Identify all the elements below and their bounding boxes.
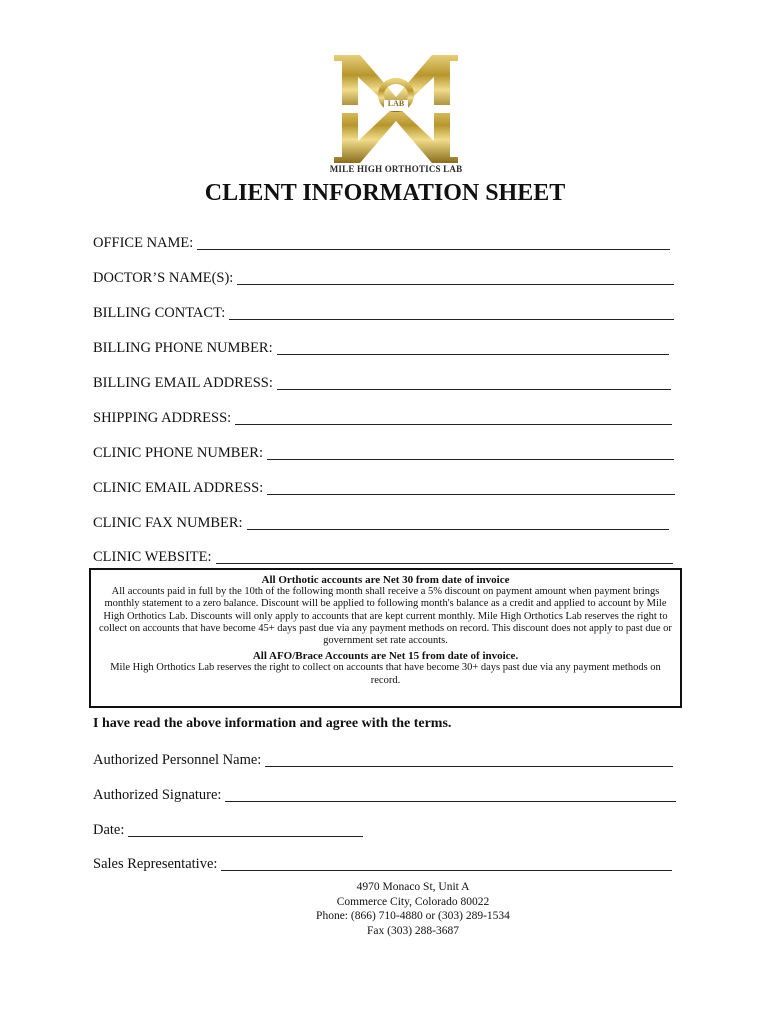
clinic-phone-field <box>93 444 674 462</box>
authorized-personnel-label: Authorized Personnel Name: <box>93 752 262 768</box>
logo-monogram-text: LAB <box>387 99 405 108</box>
billing-phone-label: BILLING PHONE NUMBER: <box>93 340 273 356</box>
doctors-names-input-line[interactable] <box>237 271 674 285</box>
address-city: Commerce City, Colorado 80022 <box>336 895 490 908</box>
address-phone: Phone: (866) 710-4880 or (303) 289-1534 <box>316 910 510 922</box>
doctors-names-field <box>93 269 674 287</box>
sales-representative-field <box>93 855 672 873</box>
clinic-email-input-line[interactable] <box>267 481 675 495</box>
billing-email-label: BILLING EMAIL ADDRESS: <box>93 375 273 391</box>
clinic-phone-label: CLINIC PHONE NUMBER: <box>93 445 263 461</box>
clinic-email-field <box>93 479 675 497</box>
sales-representative-input-line[interactable] <box>221 857 672 871</box>
clinic-website-field <box>93 548 673 566</box>
billing-contact-field <box>93 304 674 322</box>
sales-representative-label: Sales Representative: <box>93 856 218 872</box>
clinic-website-label: CLINIC WEBSITE: <box>93 549 212 565</box>
authorized-personnel-input-line[interactable] <box>265 753 673 767</box>
brace-terms-heading: All AFO/Brace Accounts are Net 15 from date of invoice. <box>252 650 519 663</box>
clinic-email-label: CLINIC EMAIL ADDRESS: <box>93 480 264 496</box>
company-name: MILE HIGH ORTHOTICS LAB <box>329 164 463 174</box>
billing-phone-input-line[interactable] <box>277 341 669 355</box>
clinic-website-input-line[interactable] <box>216 550 673 564</box>
brace-terms-body: Mile High Orthotics Lab reserves the right to collect on accounts that have become 30+ days past due via any payment methods on record. <box>110 662 661 686</box>
company-address <box>0 880 770 938</box>
mhol-monogram-logo <box>330 53 462 178</box>
orthotic-terms-heading: All Orthotic accounts are Net 30 from date of invoice <box>261 574 510 586</box>
date-input-line[interactable] <box>128 823 363 837</box>
billing-email-input-line[interactable] <box>277 376 671 390</box>
shipping-address-input-line[interactable] <box>235 411 672 425</box>
agreement-statement: I have read the above information and agree with the terms. <box>93 716 452 731</box>
billing-phone-field <box>93 339 669 357</box>
address-fax: Fax (303) 288-3687 <box>367 924 459 937</box>
clinic-fax-input-line[interactable] <box>247 516 669 530</box>
clinic-fax-field <box>93 514 669 532</box>
authorized-signature-input-line[interactable] <box>225 788 676 802</box>
clinic-phone-input-line[interactable] <box>267 446 674 460</box>
billing-contact-input-line[interactable] <box>229 306 674 320</box>
date-label: Date: <box>93 822 125 838</box>
authorized-signature-field <box>93 786 676 804</box>
page-title: CLIENT INFORMATION SHEET <box>204 180 566 206</box>
address-street: 4970 Monaco St, Unit A <box>356 881 470 893</box>
clinic-fax-label: CLINIC FAX NUMBER: <box>93 515 243 531</box>
terms-box <box>89 568 682 708</box>
authorized-signature-label: Authorized Signature: <box>93 787 222 803</box>
billing-email-field <box>93 374 671 392</box>
billing-contact-label: BILLING CONTACT: <box>93 305 226 321</box>
orthotic-terms-body: All accounts paid in full by the 10th of the following month shall receive a 5% discount on payment amount when payment brings monthly statement to a zero balance. Discount will be applied to following month's balance as a credit and applied to account by Mile High Orthotics Lab. Discounts will only apply to accounts that are kept current monthly. Mile High Orthotics Lab reserves the right to collect on accounts that have become 45+ days past due via any payment methods on record. This discount does not apply to past due or government set rate accounts. <box>99 586 672 647</box>
shipping-address-label: SHIPPING ADDRESS: <box>93 410 232 426</box>
doctors-names-label: DOCTOR’S NAME(S): <box>93 270 234 286</box>
office-name-input-line[interactable] <box>197 236 670 250</box>
shipping-address-field <box>93 409 672 427</box>
office-name-field <box>93 234 670 252</box>
date-field <box>93 821 363 839</box>
authorized-personnel-field <box>93 751 673 769</box>
office-name-label: OFFICE NAME: <box>93 235 194 251</box>
